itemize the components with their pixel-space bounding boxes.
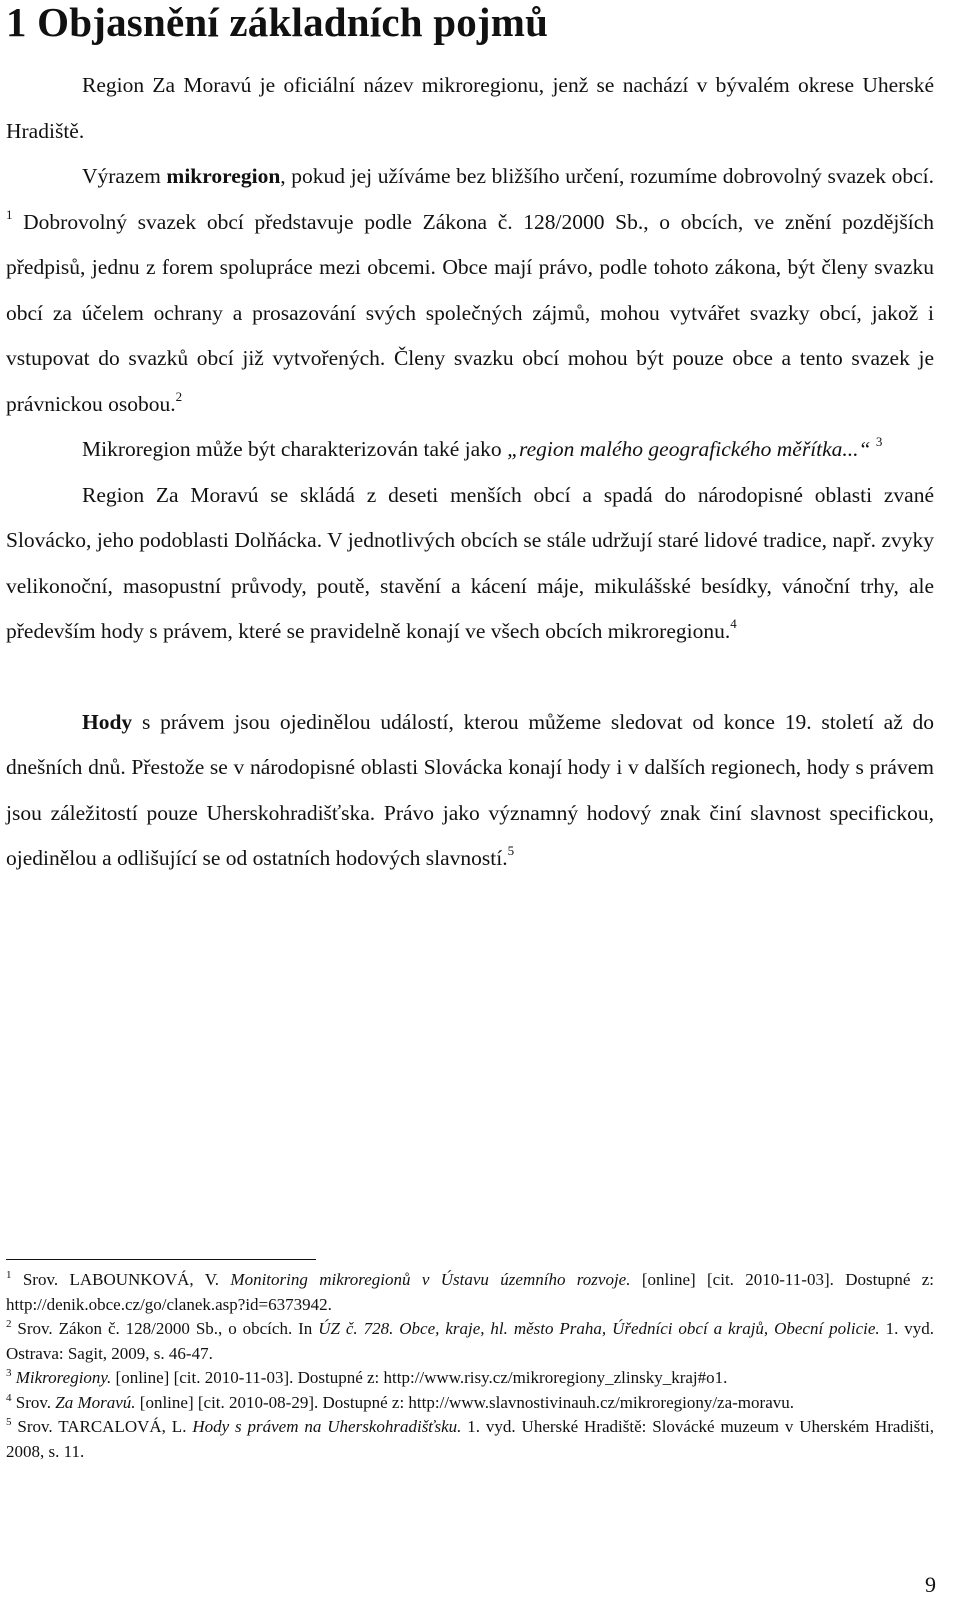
footnote-title: Mikroregiony. — [15, 1368, 112, 1387]
footnote-text: Srov. — [11, 1392, 56, 1412]
footnote-2 — [6, 1317, 934, 1366]
paragraph-3 — [6, 427, 934, 473]
footnote-text: [online] [cit. 2010-11-03]. Dostupné z: http://www.risy.cz/mikroregiony_zlinsky_kraj#o1. — [111, 1368, 728, 1387]
text-run: Dobrovolný svazek obcí představuje podle Zákona č. 128/2000 Sb., o obcích, ve znění pozdějších předpisů, jednu z forem spolupráce mezi obcemi. Obce mají právo, podle tohoto zákona, být členy svazku obcí za účelem ochrany a prosazování svých společných zájmů, mohou vytvářet svazky obcí, jakož i vstupovat do svazků obcí již vytvořených. Členy svazku obcí mohou být pouze obce a tento svazek je právnickou osobou. — [6, 209, 934, 416]
paragraph-2 — [6, 154, 934, 427]
footnote-ref-2[interactable]: 2 — [175, 388, 183, 404]
text-run: s právem jsou ojedinělou událostí, kterou můžeme sledovat od konce 19. století až do dnešních dnů. Přestože se v národopisné oblasti Slovácka konají hody i v dalších regionech, hody s právem jsou záležitostí pouze Uherskohradišťska. Právo jako významný hodový znak činí slavnost specifickou, ojedinělou a odlišující se od ostatních hodových slavností. — [6, 709, 934, 870]
text-run: Region Za Moravú se skládá z deseti menších obcí a spadá do národopisné oblasti zvané Slovácko, jeho podoblasti Dolňácka. V jednotlivých obcích se stále udržují staré lidové tradice, např. zvyky velikonoční, masopustní průvody, poutě, stavění a kácení máje, mikulášské besídky, vánoční trhy, ale především hody s právem, které se pravidelně konají ve všech obcích mikroregionu. — [6, 482, 934, 643]
footnote-title: Monitoring mikroregionů v Ústavu územního rozvoje. — [230, 1270, 631, 1289]
page-number: 9 — [925, 1572, 936, 1597]
footnote-3 — [6, 1366, 934, 1391]
footnotes — [6, 1268, 934, 1464]
footnote-title: Za Moravú. — [55, 1392, 136, 1412]
footnote-ref-3[interactable]: 3 — [875, 434, 883, 449]
footnote-text: 1. vyd. Ostrava: Sagit, 2009, s. 46-47. — [6, 1319, 934, 1363]
footnote-ref-1[interactable]: 1 — [6, 206, 13, 222]
footnote-5 — [6, 1415, 934, 1464]
paragraph-4 — [6, 473, 934, 655]
bold-term-hody: Hody — [82, 709, 133, 734]
footnote-4 — [6, 1391, 934, 1416]
footnote-text: [online] [cit. 2010-11-03]. Dostupné z: http://denik.obce.cz/go/clanek.asp?id=6373942. — [6, 1270, 935, 1314]
footnote-text: Srov. TARCALOVÁ, L. — [11, 1417, 193, 1436]
body-text — [6, 63, 934, 882]
footnote-title: Hody s právem na Uherskohradišťsku. — [192, 1417, 462, 1436]
text-run: Mikroregion může být charakterizován také jako — [82, 437, 508, 461]
footnote-number: 4 — [6, 1391, 12, 1404]
footnote-number: 5 — [6, 1416, 12, 1428]
paragraph-5 — [6, 700, 934, 882]
footnote-title: ÚZ č. 728. Obce, kraje, hl. město Praha, Úředníci obcí a krajů, Obecní policie. — [318, 1319, 880, 1338]
footnote-number: 3 — [6, 1367, 12, 1379]
chapter-heading: 1 Objasnění základních pojmů — [6, 0, 549, 45]
text-run: , pokud jej užíváme bez bližšího určení, rozumíme dobrovolný svazek obcí. — [280, 164, 934, 188]
bold-term-mikroregion: mikroregion — [166, 164, 281, 188]
footnote-separator — [6, 1259, 316, 1260]
paragraph-gap — [6, 655, 934, 700]
footnote-text: Srov. LABOUNKOVÁ, V. — [11, 1270, 231, 1289]
text-run: Výrazem — [82, 164, 167, 188]
footnote-ref-4[interactable]: 4 — [730, 616, 737, 631]
footnote-number: 1 — [6, 1269, 12, 1281]
footnote-text: [online] [cit. 2010-08-29]. Dostupné z: http://www.slavnostivinauh.cz/mikroregiony/za-moravu. — [135, 1392, 794, 1412]
footnote-1 — [6, 1268, 934, 1317]
footnote-number: 2 — [6, 1318, 12, 1330]
footnote-text: 1. vyd. Uherské Hradiště: Slovácké muzeum v Uherském Hradišti, 2008, s. 11. — [6, 1417, 934, 1461]
italic-quote: „region malého geografického měřítka...“ — [507, 437, 871, 461]
paragraph-1: Region Za Moravú je oficiální název mikroregionu, jenž se nachází v bývalém okrese Uherské Hradiště. — [6, 73, 934, 143]
footnote-ref-5[interactable]: 5 — [507, 843, 515, 858]
footnote-text: Srov. Zákon č. 128/2000 Sb., o obcích. In — [11, 1319, 319, 1338]
